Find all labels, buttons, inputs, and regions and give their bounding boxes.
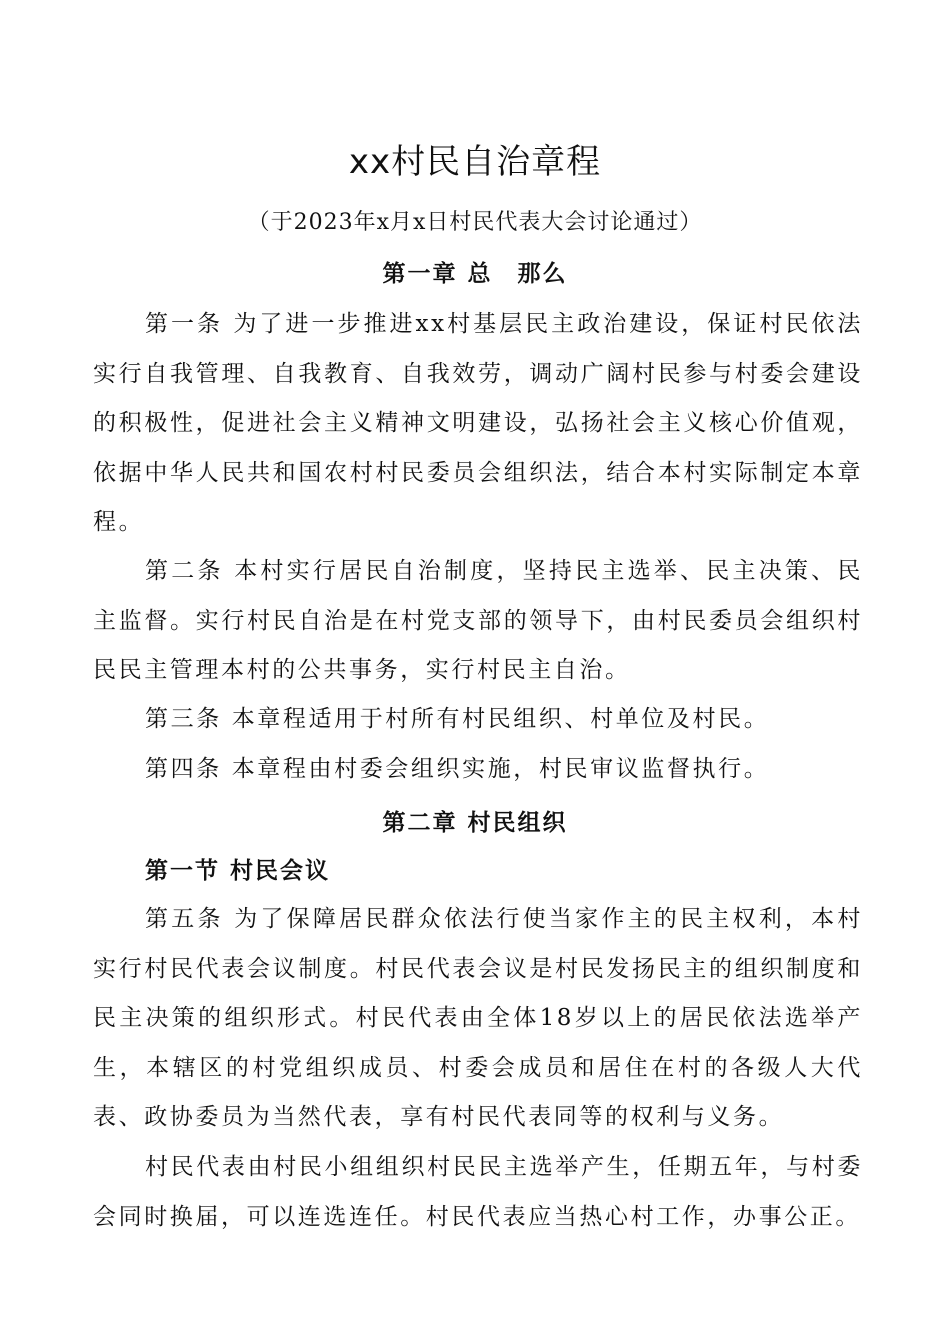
article-1: 第一条 为了进一步推进xx村基层民主政治建设，保证村民依法实行自我管理、自我教育、自我效劳，调动广阔村民参与村委会建设的积极性，促进社会主义精神文明建设，弘扬社会主义核心价值观，依据中华人民共和国农村村民委员会组织法，结合本村实际制定本章程。 <box>93 311 863 535</box>
document-title: xx村民自治章程 <box>348 142 602 182</box>
article-3: 第三条 本章程适用于村所有村民组织、村单位及村民。 <box>145 706 770 732</box>
article-5-paragraph-2: 村民代表由村民小组组织村民民主选举产生，任期五年，与村委会同时换届，可以连选连任。村民代表应当热心村工作，办事公正。 <box>93 1154 863 1230</box>
chapter-1-heading: 第一章 总 那么 <box>382 261 568 287</box>
document-subtitle: （于2023年x月x日村民代表大会讨论通过） <box>247 210 703 235</box>
article-4: 第四条 本章程由村委会组织实施，村民审议监督执行。 <box>145 756 770 782</box>
article-2: 第二条 本村实行居民自治制度，坚持民主选举、民主决策、民主监督。实行村民自治是在村党支部的领导下，由村民委员会组织村民民主管理本村的公共事务，实行村民主自治。 <box>93 558 863 683</box>
chapter-2-heading: 第二章 村民组织 <box>382 810 568 836</box>
article-5: 第五条 为了保障居民群众依法行使当家作主的民主权利，本村实行村民代表会议制度。村民代表会议是村民发扬民主的组织制度和民主决策的组织形式。村民代表由全体18岁以上的居民依法选举产生，本辖区的村党组织成员、村委会成员和居住在村的各级人大代表、政协委员为当然代表，享有村民代表同等的权利与义务。 <box>93 906 863 1130</box>
section-1-heading: 第一节 村民会议 <box>145 858 331 884</box>
